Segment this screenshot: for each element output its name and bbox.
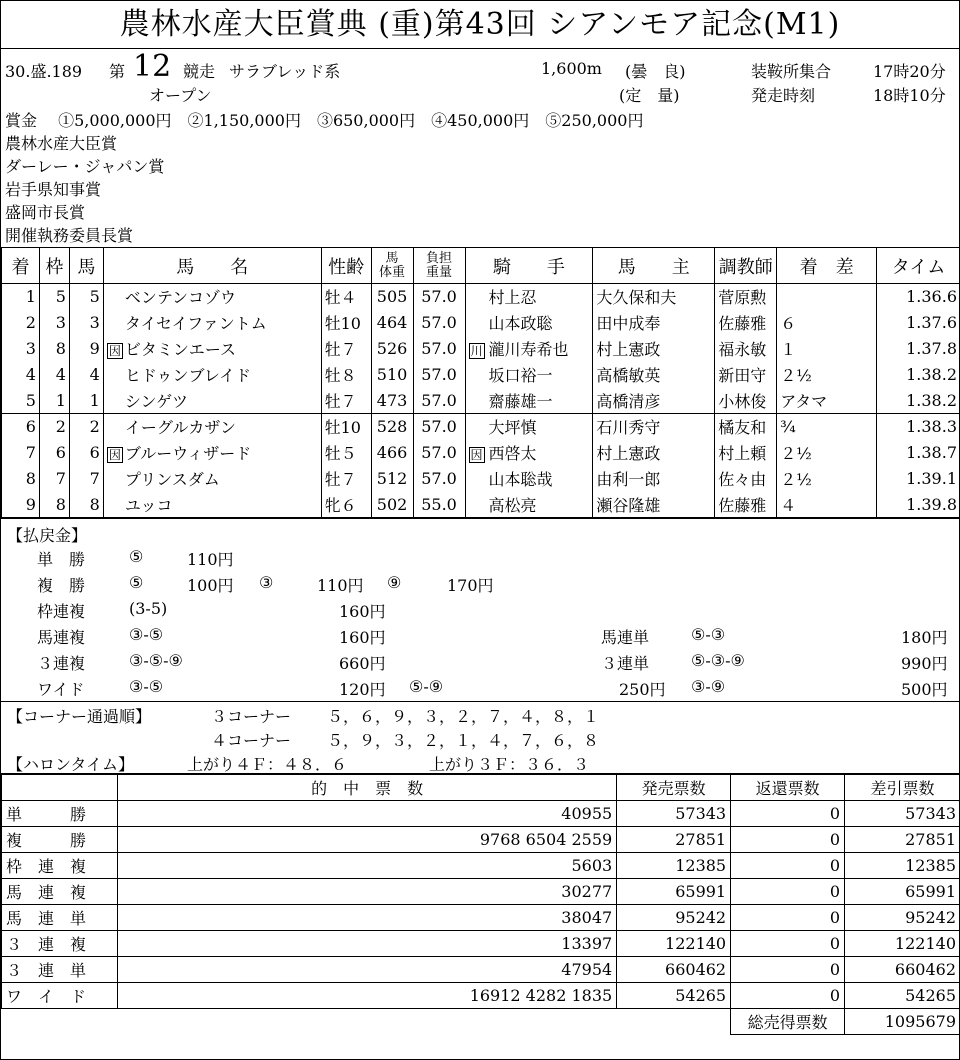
sex-age: 牡10 [321,414,371,440]
horse-name: タイセイファントム [124,314,267,333]
finish-position: 9 [2,492,40,518]
net-votes: 27851 [845,827,960,853]
trainer-name: 橘友和 [715,414,777,440]
votes-header-sold: 発売票数 [617,775,731,801]
last-3f: 上がり３Ｆ：３６．３ [429,755,590,774]
horse-weight: 466 [371,440,413,466]
waku-number: 3 [39,310,69,336]
hit-votes: 13397 [117,931,616,957]
header-waku: 枠 [39,248,69,284]
sex-age: 牡５ [321,440,371,466]
wakuren-combo: (3-5) [129,599,168,618]
sex-age: 牡７ [321,336,371,362]
margin: ６ [777,310,877,336]
refund-votes: 0 [731,879,845,905]
header-horse-name: 馬 名 [103,248,321,284]
finish-position: 6 [2,414,40,440]
umarenfuku-amount: 160円 [339,628,386,647]
bet-type: ワ イ ド [2,983,118,1009]
hit-votes: 47954 [117,957,616,983]
net-votes: 12385 [845,853,960,879]
jockey-name: 西啓太 [488,444,537,463]
race-time: 1.38.2 [877,362,960,388]
sex-age: 牡７ [321,466,371,492]
sold-votes: 57343 [617,801,731,827]
umarentan-amount: 180円 [901,628,948,647]
results-body [2,284,960,518]
waku-number: 1 [39,388,69,414]
result-row [2,284,960,310]
owner-name: 村上憲政 [593,440,715,466]
horse-name: ベンテンコゾウ [124,288,237,308]
header-position: 着 [2,248,40,284]
corner-3-order: ５，６，９，３，２，７，４，８，１ [327,707,600,726]
horse-name: ビタミンエース [124,340,237,359]
total-label: 総売得票数 [731,1009,845,1035]
refund-votes: 0 [731,983,845,1009]
votes-row [2,827,960,853]
burden-weight: 57.0 [413,440,465,466]
horse-name-cell [103,362,321,388]
race-prefix: 第 [109,62,126,81]
horse-name-cell [103,388,321,414]
horse-weight: 464 [371,310,413,336]
tansho-combo: ⑤ [129,547,144,566]
finish-position: 5 [2,388,40,414]
owner-name: 高橋清彦 [593,388,715,414]
wide-amount-2: 250円 [619,680,666,699]
horse-weight: 528 [371,414,413,440]
start-time: 18時10分 [873,86,946,105]
results-table [1,247,960,518]
award: 盛岡市長賞 [5,203,86,222]
owner-name: 田中成奉 [593,310,715,336]
waku-number: 8 [39,336,69,362]
header-margin: 着 差 [777,248,877,284]
finish-position: 3 [2,336,40,362]
fukusho-amount-3: 170円 [447,576,494,595]
horse-weight: 526 [371,336,413,362]
jockey-cell [465,388,593,414]
refund-votes: 0 [731,853,845,879]
jockey-mark: 因 [470,447,483,462]
fukusho-amount-2: 110円 [317,576,364,595]
owner-name: 瀬谷隆雄 [593,492,715,518]
votes-row [2,957,960,983]
horse-number: 7 [69,466,103,492]
hit-votes: 30277 [117,879,616,905]
sold-votes: 54265 [617,983,731,1009]
race-date: 30.盛.189 [5,62,83,81]
bet-type: 複 勝 [2,827,118,853]
horse-name-cell [103,284,321,310]
finish-position: 7 [2,440,40,466]
horse-name: ヒドゥンブレイド [124,366,252,385]
corner-3-label: ３コーナー [211,707,292,726]
horse-number: 1 [69,388,103,414]
votes-row [2,801,960,827]
margin: ４ [777,492,877,518]
prizes [1,109,959,247]
trainer-name: 新田守 [715,362,777,388]
bet-type: 枠 連 複 [2,853,118,879]
race-distance: 1,600m [541,59,602,78]
header-time: タイム [877,248,960,284]
jockey-cell [465,284,593,310]
wide-combo-3: ③-⑨ [691,677,726,696]
votes-header-row [2,775,960,801]
margin: ¾ [777,414,877,440]
header-sex-age: 性齢 [321,248,371,284]
net-votes: 122140 [845,931,960,957]
horse-name-cell [103,336,321,362]
jockey-name: 坂口裕一 [488,366,553,385]
refund-votes: 0 [731,801,845,827]
result-row [2,362,960,388]
horse-weight: 473 [371,388,413,414]
net-votes: 65991 [845,879,960,905]
margin: ２½ [777,362,877,388]
award: 開催執務委員長賞 [5,226,134,245]
horse-name-cell [103,440,321,466]
umarenfuku-combo: ③-⑤ [129,625,164,644]
wide-combo-1: ③-⑤ [129,677,164,696]
sex-age: 牡８ [321,362,371,388]
votes-row [2,983,960,1009]
corner-section [1,702,959,774]
award: 岩手県知事賞 [5,180,102,199]
result-row [2,336,960,362]
wakuren-label: 枠連複 [37,602,86,621]
tansho-label: 単 勝 [37,550,86,569]
sanrenfuku-label: ３連複 [37,654,86,673]
total-value: 1095679 [845,1009,960,1035]
votes-header-net: 差引票数 [845,775,960,801]
last-4f: 上がり４Ｆ：４８．６ [187,755,348,774]
jockey-name: 瀧川寿希也 [488,340,569,359]
bet-type: 単 勝 [2,801,118,827]
fukusho-label: 複 勝 [37,576,86,595]
tansho-amount: 110円 [187,550,234,569]
jockey-cell [465,466,593,492]
header-owner: 馬 主 [593,248,715,284]
trainer-name: 小林俊 [715,388,777,414]
votes-row [2,931,960,957]
horse-name: シンゲツ [124,391,188,411]
prize-money: 賞金 ①5,000,000円 ②1,150,000円 ③650,000円 ④450,000円 ⑤250,000円 [5,111,644,130]
sex-age: 牡７ [321,388,371,414]
result-row [2,310,960,336]
margin: ２½ [777,440,877,466]
horse-weight: 505 [371,284,413,310]
votes-row [2,905,960,931]
votes-table [1,774,960,1035]
header-burden: 負担 重量 [413,248,465,284]
jockey-cell [465,414,593,440]
jockey-cell [465,336,593,362]
burden-weight: 57.0 [413,284,465,310]
race-time: 1.36.6 [877,284,960,310]
waku-number: 4 [39,362,69,388]
race-time: 1.37.8 [877,336,960,362]
horse-number: 2 [69,414,103,440]
jockey-mark: 川 [470,343,483,358]
votes-header-refund: 返還票数 [731,775,845,801]
horse-mark: 因 [108,343,121,358]
wide-amount-3: 500円 [901,680,948,699]
corner-4-order: ５，９，３，２，１，４，７，６，８ [327,731,600,750]
margin: ２½ [777,466,877,492]
votes-header-hit: 的 中 票 数 [117,775,616,801]
owner-name: 高橋敏英 [593,362,715,388]
horse-weight: 510 [371,362,413,388]
fukusho-amount-1: 100円 [187,576,234,595]
horse-number: 3 [69,310,103,336]
horse-name-cell [103,492,321,518]
finish-position: 1 [2,284,40,310]
burden-weight: 57.0 [413,414,465,440]
sanrentan-label: ３連単 [601,654,650,673]
jockey-cell [465,492,593,518]
race-time: 1.37.6 [877,310,960,336]
horse-name-cell [103,414,321,440]
horse-name-cell [103,466,321,492]
header-jockey: 騎 手 [465,248,593,284]
net-votes: 660462 [845,957,960,983]
header-trainer: 調教師 [715,248,777,284]
result-row [2,414,960,440]
race-class: オープン [149,86,212,105]
finish-position: 8 [2,466,40,492]
hit-votes: 40955 [117,801,616,827]
finish-position: 2 [2,310,40,336]
margin: アタマ [777,388,877,414]
corner-4-label: ４コーナー [211,731,292,750]
hit-votes: 16912 4282 1835 [117,983,616,1009]
horse-name: ユッコ [124,495,173,515]
votes-body [2,801,960,1009]
jockey-cell [465,440,593,466]
margin: １ [777,336,877,362]
refund-votes: 0 [731,905,845,931]
wakuren-amount: 160円 [339,602,386,621]
burden-weight: 57.0 [413,336,465,362]
race-time: 1.39.1 [877,466,960,492]
trainer-name: 佐々由 [715,466,777,492]
votes-total-row [2,1009,960,1035]
hit-votes: 38047 [117,905,616,931]
waku-number: 5 [39,284,69,310]
net-votes: 95242 [845,905,960,931]
trainer-name: 佐藤雅 [715,310,777,336]
sanrenfuku-combo: ③-⑤-⑨ [129,651,183,670]
jockey-name: 山本聡哉 [488,470,553,489]
sanrentan-amount: 990円 [901,654,948,673]
race-number: 12 [133,49,172,84]
horse-weight: 512 [371,466,413,492]
waku-number: 7 [39,466,69,492]
refund-votes: 0 [731,931,845,957]
horse-weight: 502 [371,492,413,518]
owner-name: 大久保和夫 [593,284,715,310]
horse-number: 5 [69,284,103,310]
furlong-heading: 【ハロンタイム】 [7,755,135,774]
horse-name: ブルーウィザード [124,444,252,463]
sold-votes: 27851 [617,827,731,853]
header-number: 馬 [69,248,103,284]
bet-type: ３ 連 複 [2,931,118,957]
jockey-name: 村上忍 [488,288,537,308]
wide-amount-1: 120円 [339,680,386,699]
wide-label: ワイド [37,680,85,699]
fukusho-combo-2: ③ [259,573,274,592]
horse-name: プリンスダム [124,470,220,489]
owner-name: 石川秀守 [593,414,715,440]
burden-weight: 55.0 [413,492,465,518]
horse-number: 6 [69,440,103,466]
corner-heading: 【コーナー通過順】 [7,707,152,726]
sold-votes: 122140 [617,931,731,957]
sold-votes: 660462 [617,957,731,983]
gather-time: 17時20分 [873,62,946,81]
award: 農林水産大臣賞 [5,134,118,153]
race-time: 1.39.8 [877,492,960,518]
bet-type: ３ 連 単 [2,957,118,983]
gather-label: 装鞍所集合 [751,62,832,81]
jockey-cell [465,362,593,388]
votes-row [2,879,960,905]
burden-weight: 57.0 [413,466,465,492]
award: ダーレー・ジャパン賞 [5,157,165,176]
votes-row [2,853,960,879]
start-label: 発走時刻 [751,86,816,105]
result-row [2,466,960,492]
fukusho-combo-1: ⑤ [129,573,144,592]
race-suffix: 競走 [183,62,216,81]
race-time: 1.38.2 [877,388,960,414]
race-breed: サラブレッド系 [229,62,341,81]
net-votes: 57343 [845,801,960,827]
result-row [2,388,960,414]
umarentan-label: 馬連単 [601,628,650,647]
burden-weight: 57.0 [413,310,465,336]
trainer-name: 村上頼 [715,440,777,466]
result-row [2,492,960,518]
horse-name: イーグルカザン [124,418,237,438]
payout-section [1,518,959,702]
jockey-cell [465,310,593,336]
sex-age: 牡４ [321,284,371,310]
sold-votes: 95242 [617,905,731,931]
sex-age: 牝６ [321,492,371,518]
burden-weight: 57.0 [413,362,465,388]
net-votes: 54265 [845,983,960,1009]
page-title: 農林水産大臣賞典 (重)第43回 シアンモア記念(M1) [1,1,959,49]
umarentan-combo: ⑤-③ [691,625,726,644]
race-condition: (定 量) [619,86,680,105]
sanrenfuku-amount: 660円 [339,654,386,673]
race-time: 1.38.3 [877,414,960,440]
jockey-name: 山本政聡 [488,314,553,333]
hit-votes: 5603 [117,853,616,879]
refund-votes: 0 [731,957,845,983]
fukusho-combo-3: ⑨ [387,573,402,592]
horse-number: 4 [69,362,103,388]
umarenfuku-label: 馬連複 [37,628,86,647]
bet-type: 馬 連 単 [2,905,118,931]
owner-name: 村上憲政 [593,336,715,362]
jockey-name: 齋藤雄一 [488,391,553,411]
trainer-name: 菅原勲 [715,284,777,310]
sold-votes: 12385 [617,853,731,879]
hit-votes: 9768 6504 2559 [117,827,616,853]
burden-weight: 57.0 [413,388,465,414]
results-header-row [2,248,960,284]
horse-mark: 因 [108,447,121,462]
header-weight: 馬 体重 [371,248,413,284]
race-time: 1.38.7 [877,440,960,466]
jockey-name: 大坪慎 [488,418,537,438]
race-weather: (曇 良) [625,62,686,81]
race-info [1,49,959,109]
horse-name-cell [103,310,321,336]
finish-position: 4 [2,362,40,388]
trainer-name: 佐藤雅 [715,492,777,518]
wide-combo-2: ⑤-⑨ [409,677,444,696]
sex-age: 牡10 [321,310,371,336]
bet-type: 馬 連 複 [2,879,118,905]
margin [777,284,877,310]
waku-number: 8 [39,492,69,518]
owner-name: 由利一郎 [593,466,715,492]
waku-number: 2 [39,414,69,440]
trainer-name: 福永敏 [715,336,777,362]
jockey-name: 高松亮 [488,495,537,515]
horse-number: 9 [69,336,103,362]
horse-number: 8 [69,492,103,518]
sanrentan-combo: ⑤-③-⑨ [691,651,745,670]
result-row [2,440,960,466]
refund-votes: 0 [731,827,845,853]
waku-number: 6 [39,440,69,466]
payout-heading: 【払戻金】 [7,526,88,545]
sold-votes: 65991 [617,879,731,905]
